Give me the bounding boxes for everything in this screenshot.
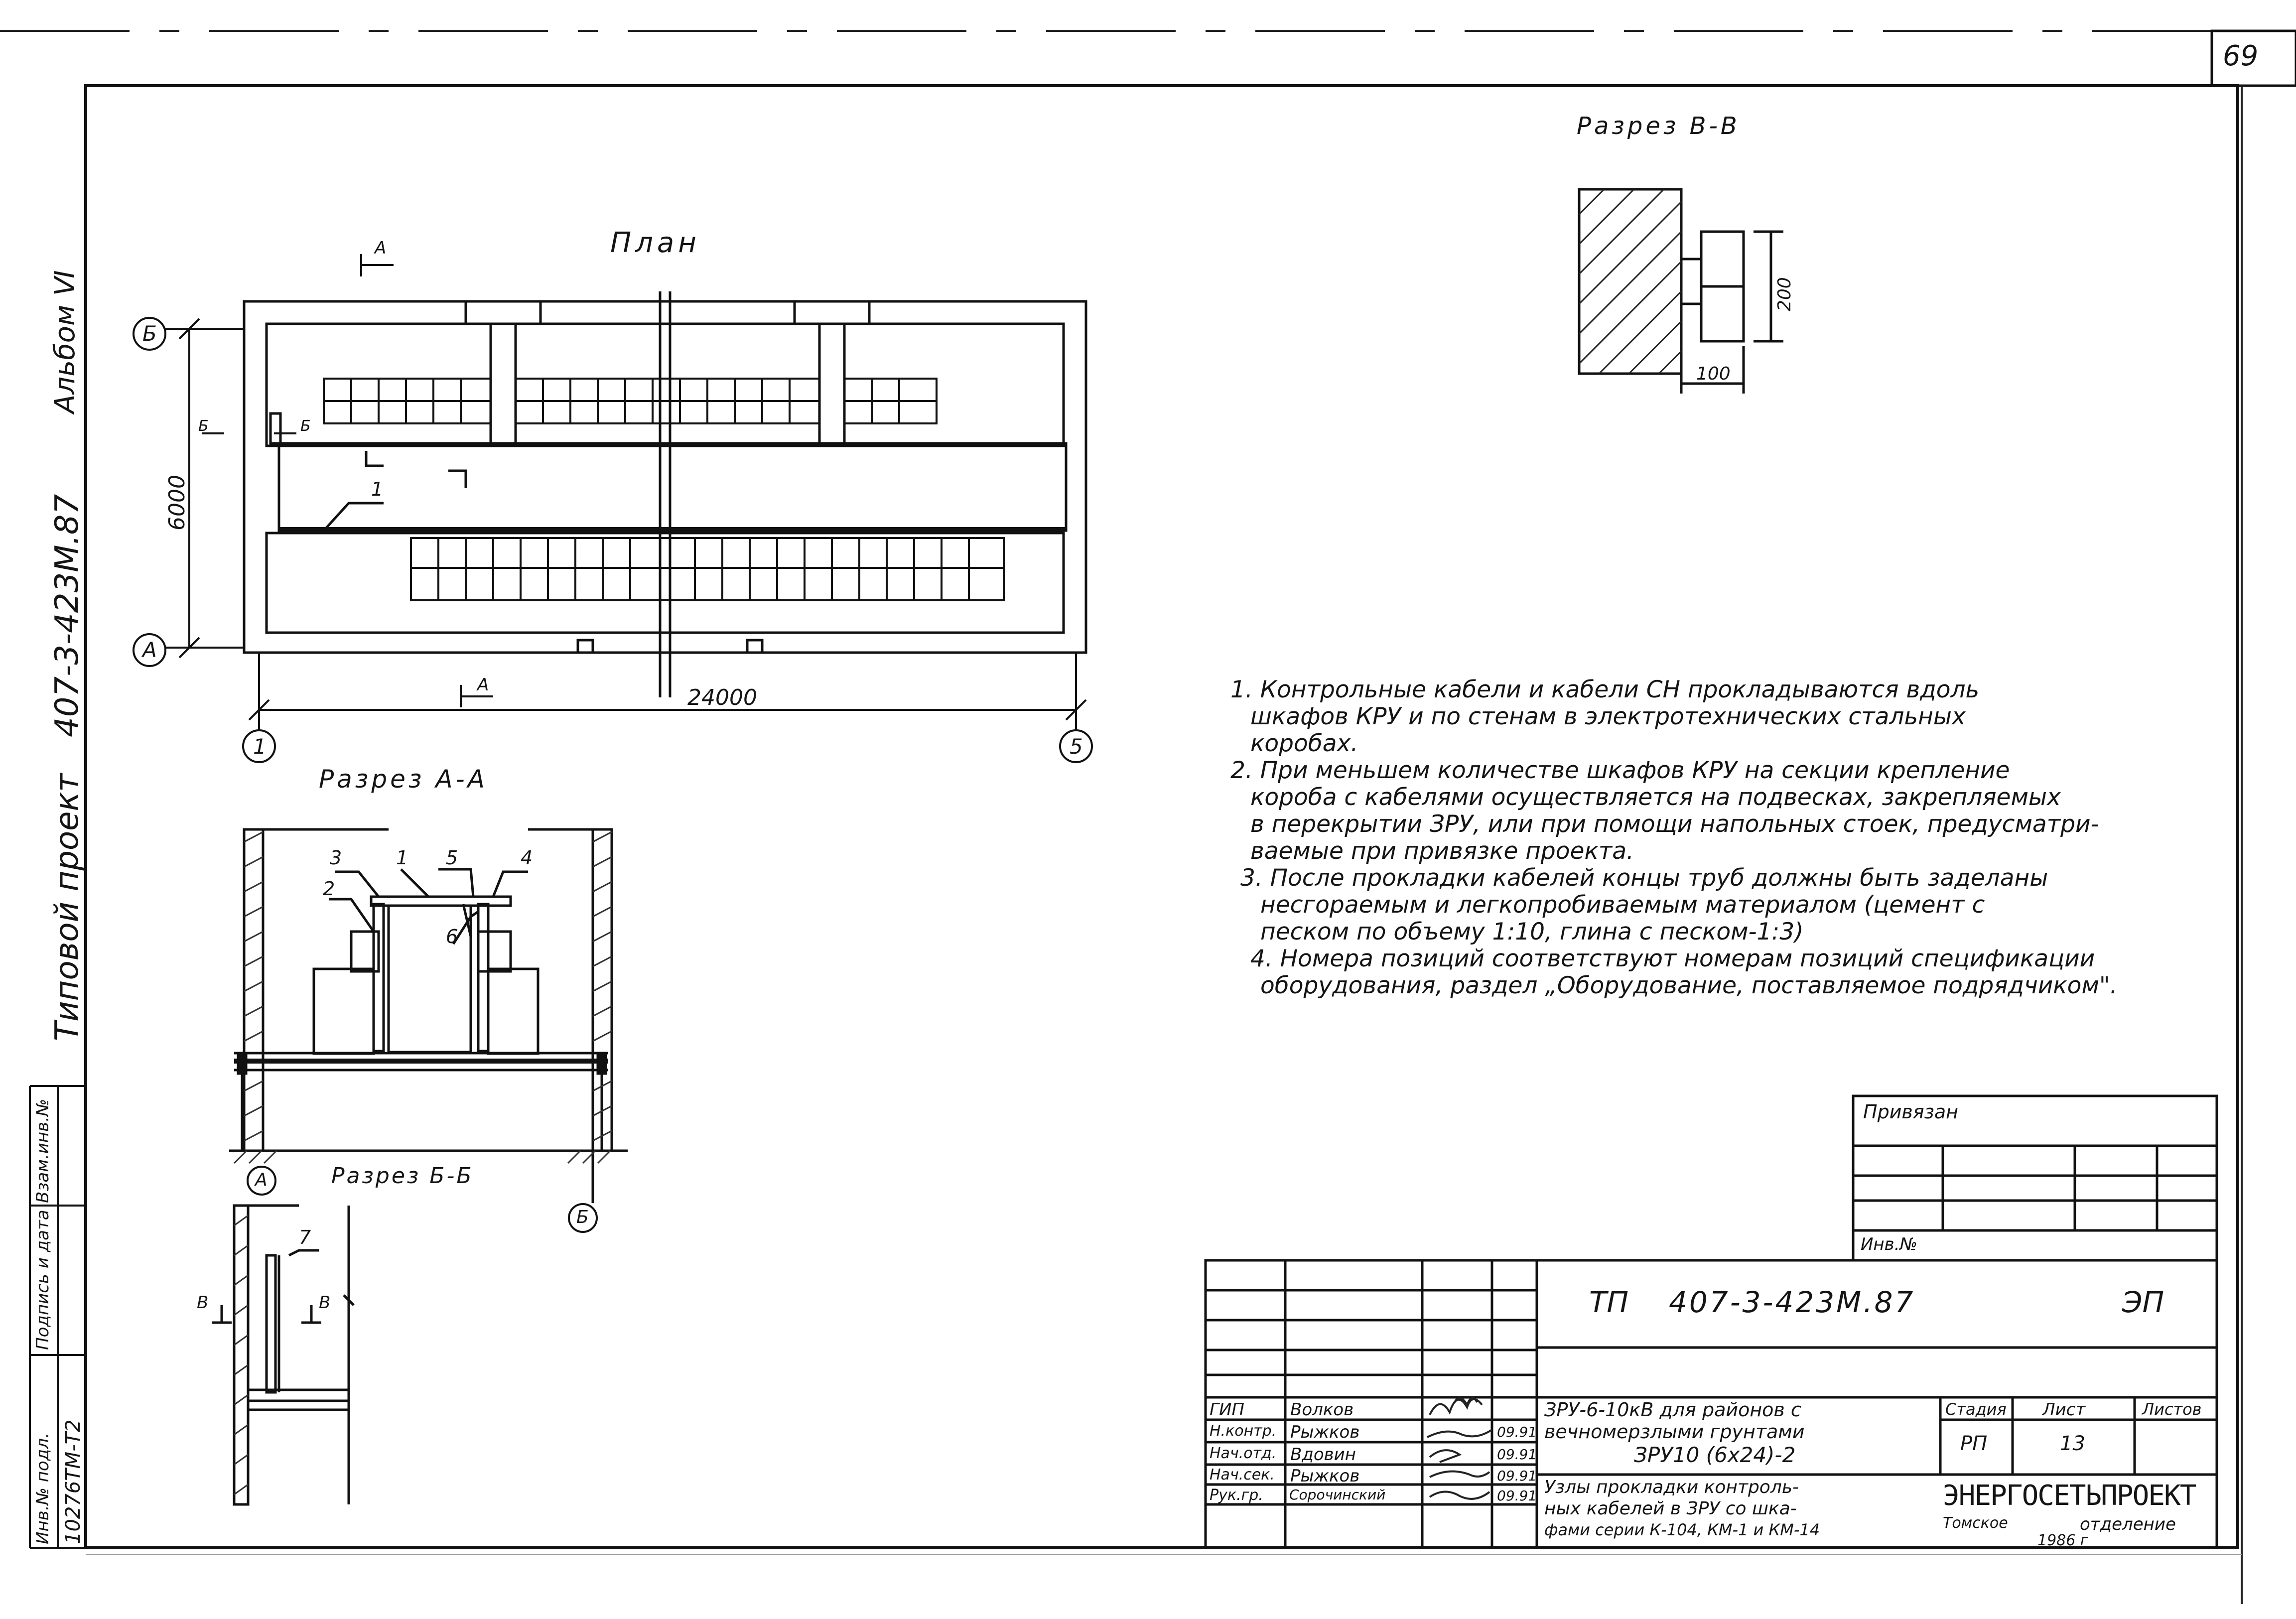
plan-cabinets-upper (324, 379, 937, 423)
axis-label-b: Б (142, 321, 157, 346)
col-sheets-header: Листов (2142, 1400, 2202, 1419)
note-line: несгораемым и легкопробиваемым материалом (цемент с (1260, 891, 1985, 919)
note-line: 4. Номера позиций соответствуют номерам позиций спецификации (1250, 945, 2095, 972)
inventory-number: 10276ТМ-Т2 (62, 1419, 85, 1544)
dimension-24000: 24000 (687, 685, 757, 710)
section-bb-mark-left: В (197, 1293, 209, 1313)
privyazan-title: Привязан (1863, 1101, 1958, 1123)
section-bb-hatching (234, 1215, 248, 1494)
note-line: в перекрытии ЗРУ, или при помощи напольных стоек, предусматри- (1250, 810, 2099, 838)
org-branch-1: Томское (1943, 1514, 2008, 1532)
doc-code: 407-3-423М.87 (1669, 1285, 1915, 1319)
section-vv-hatching (1579, 189, 1681, 374)
project-code-label: 407-3-423М.87 (49, 494, 86, 737)
name-ryzhkov-2: Рыжков (1290, 1466, 1360, 1486)
section-aa-pos-6: 6 (446, 926, 458, 947)
section-aa-drawing (229, 829, 628, 1203)
plan-section-mark-top: А (375, 238, 387, 258)
drawing-line-2: ных кабелей в ЗРУ со шка- (1544, 1498, 1797, 1519)
name-ryzhkov-1: Рыжков (1290, 1422, 1360, 1442)
note-line: ваемые при привязке проекта. (1250, 837, 1634, 865)
drawing-line-1: Узлы прокладки контроль- (1544, 1477, 1799, 1497)
section-aa-hatching (234, 832, 612, 1163)
section-aa-axis-a: А (255, 1170, 268, 1190)
year: 1986 г (2037, 1532, 2088, 1549)
plan-section-mark-bottom: А (477, 675, 489, 695)
section-aa-axis-b: Б (576, 1207, 589, 1227)
stamp-label-inv: Инв.№ подл. (33, 1433, 53, 1544)
role-n-kontr: Н.контр. (1210, 1422, 1277, 1440)
note-line: коробах. (1250, 730, 1358, 757)
drawing-line-3: фами серии К-104, КМ-1 и КМ-14 (1544, 1520, 1820, 1539)
col-stage-header: Стадия (1945, 1400, 2007, 1419)
dimension-100: 100 (1696, 364, 1731, 384)
stamp-label-replace: Взам.инв.№ (33, 1098, 53, 1203)
stage-value: РП (1960, 1432, 1988, 1455)
plan-section-mark-b-left: Б (198, 417, 209, 435)
plan-drawing (244, 291, 1086, 697)
section-aa-pos-5: 5 (446, 847, 458, 869)
col-sheet-header: Лист (2042, 1400, 2086, 1420)
role-ruk-gr: Рук.гр. (1210, 1486, 1263, 1504)
section-aa-pos-2: 2 (323, 878, 335, 900)
axis-label-5: 5 (1070, 734, 1083, 759)
section-bb-title: Разрез Б-Б (331, 1163, 474, 1189)
sheet-value: 13 (2060, 1432, 2085, 1455)
plan-position-1: 1 (371, 478, 384, 500)
plan-axis-bubbles (134, 318, 1092, 762)
name-vdovin: Вдовин (1290, 1445, 1356, 1465)
note-line: короба с кабелями осуществляется на подвесках, закрепляемых (1250, 784, 2061, 811)
org-name: ЭНЕРГОСЕТЬПРОЕКТ (1943, 1480, 2196, 1512)
section-aa-pos-1: 1 (396, 847, 408, 869)
doc-mark: ЭП (2122, 1285, 2164, 1319)
section-aa-title: Разрез А-А (319, 765, 488, 794)
plan-section-mark-b-right: Б (300, 417, 311, 435)
note-line: песком по объему 1:10, глина с песком-1:3) (1260, 918, 1804, 945)
axis-label-1: 1 (253, 734, 267, 759)
section-bb-drawing (212, 1206, 354, 1504)
stamp-label-signature: Подпись и дата (33, 1210, 53, 1350)
sheet-number: 69 (2223, 40, 2259, 72)
date-3: 09.91 (1497, 1468, 1537, 1484)
role-gip: ГИП (1210, 1400, 1244, 1420)
plan-dimensions (164, 254, 1086, 730)
note-line: шкафов КРУ и по стенам в электротехнических стальных (1250, 703, 1966, 730)
object-line-3: ЗРУ10 (6х24)-2 (1634, 1443, 1796, 1467)
note-line: 2. При меньшем количестве шкафов КРУ на секции крепление (1230, 757, 2010, 784)
date-4: 09.91 (1497, 1487, 1537, 1504)
object-line-2: вечномерзлыми грунтами (1544, 1421, 1805, 1443)
section-aa-pos-3: 3 (330, 847, 342, 869)
org-branch-2: отделение (2080, 1514, 2176, 1534)
date-2: 09.91 (1497, 1446, 1537, 1463)
section-bb-pos-7: 7 (299, 1226, 311, 1248)
plan-title: План (610, 227, 700, 259)
name-volkov: Волков (1290, 1400, 1354, 1420)
plan-cabinets-lower (411, 538, 1004, 600)
note-line: 1. Контрольные кабели и кабели СН прокладываются вдоль (1230, 676, 1980, 703)
section-bb-mark-right: В (319, 1293, 331, 1313)
section-aa-pos-4: 4 (521, 847, 533, 869)
dimension-200: 200 (1774, 277, 1795, 311)
axis-label-a: А (142, 638, 157, 662)
name-sorochinsky: Сорочинский (1289, 1486, 1386, 1503)
date-1: 09.91 (1497, 1424, 1537, 1440)
note-line: оборудования, раздел „Оборудование, поставляемое подрядчиком". (1260, 972, 2118, 999)
project-type-label: Типовой проект (49, 773, 86, 1041)
dimension-6000: 6000 (164, 475, 190, 531)
role-nach-sek: Нач.сек. (1210, 1466, 1275, 1484)
note-line: 3. После прокладки кабелей концы труб должны быть заделаны (1240, 864, 2048, 892)
album-label: Альбом Ⅵ (49, 270, 81, 413)
role-nach-otd: Нач.отд. (1210, 1445, 1277, 1462)
doc-prefix: ТП (1589, 1285, 1629, 1319)
section-vv-title: Разрез В-В (1577, 112, 1740, 140)
object-line-1: ЗРУ-6-10кВ для районов с (1544, 1399, 1801, 1421)
privyazan-inv-label: Инв.№ (1861, 1234, 1917, 1254)
